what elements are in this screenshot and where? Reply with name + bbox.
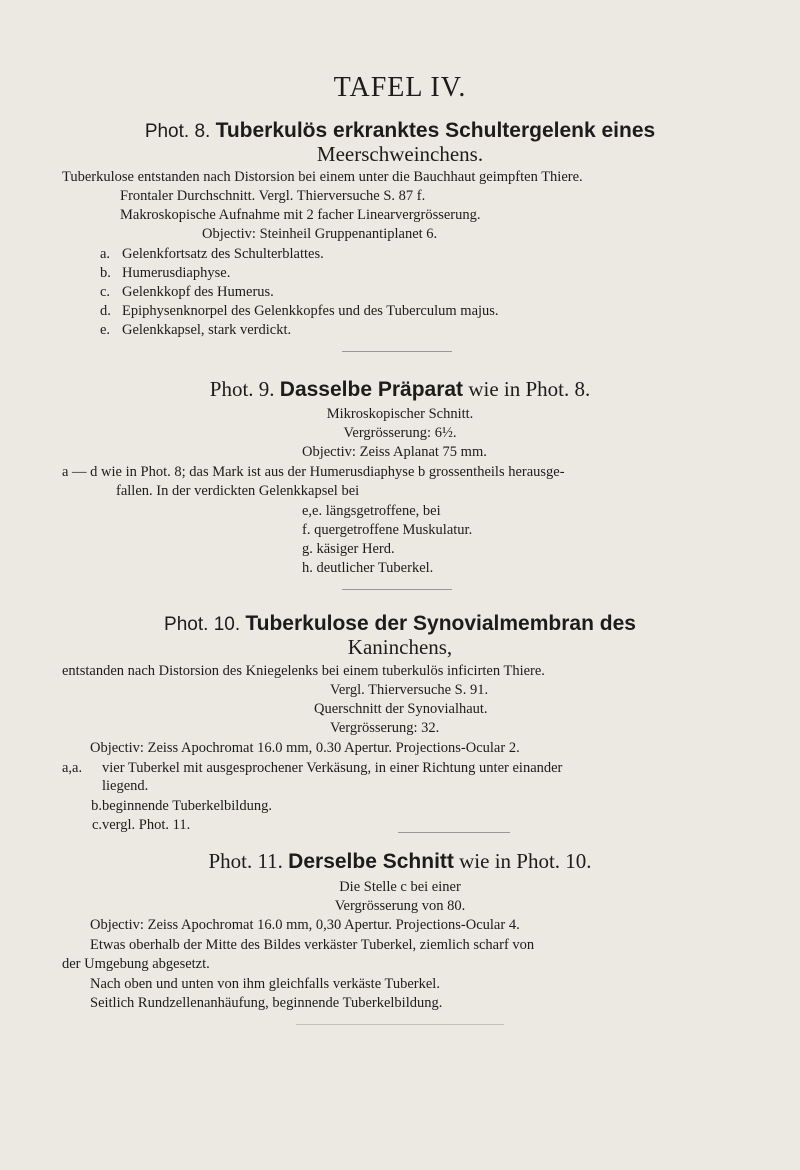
- phot-9-sub-3: g. käsiger Herd.: [302, 541, 395, 557]
- phot-10-line-2: Querschnitt der Synovialhaut.: [314, 701, 488, 717]
- phot-8-item-e: e. Gelenkkapsel, stark verdickt.: [100, 322, 292, 338]
- phot-9-sub-2: f. quergetroffene Muskulatur.: [302, 522, 473, 538]
- section-11-heading: [0, 848, 800, 875]
- phot-10-label: Phot. 10.: [164, 614, 241, 635]
- phot-8-line-3: Makroskopische Aufnahme mit 2 facher Linearvergrösserung.: [120, 207, 481, 223]
- phot-10-line-3: Vergrösserung: 32.: [330, 720, 440, 736]
- phot-11-title-rest: wie in Phot. 10.: [459, 849, 592, 873]
- phot-10-item-aa: a,a. vier Tuberkel mit ausgesprochener Verkäsung, in einer Richtung unter einander: [62, 760, 563, 776]
- phot-9-sub-1: e,e. längsgetroffene, bei: [302, 503, 441, 519]
- divider-1: [342, 351, 452, 352]
- phot-10-item-c: c.vergl. Phot. 11.: [91, 817, 191, 833]
- phot-11-para-line-2: der Umgebung abgesetzt.: [62, 956, 210, 972]
- phot-11-line-1: Die Stelle c bei einer: [339, 879, 461, 895]
- phot-8-item-d: d. Epiphysenknorpel des Gelenkkopfes und des Tuberculum majus.: [100, 303, 499, 319]
- phot-10-item-b: b.beginnende Tuberkelbildung.: [91, 798, 272, 814]
- phot-9-sub-4: h. deutlicher Tuberkel.: [302, 560, 434, 576]
- divider-2: [342, 589, 452, 590]
- phot-8-line-4: Objectiv: Steinheil Gruppenantiplanet 6.: [202, 226, 438, 242]
- phot-11-objectiv: Objectiv: Zeiss Apochromat 16.0 mm, 0,30 Apertur. Projections-Ocular 4.: [90, 917, 520, 933]
- phot-8-title-line1: Tuberkulös erkranktes Schultergelenk eines: [215, 119, 656, 142]
- phot-9-line-1: Mikroskopischer Schnitt.: [326, 406, 474, 422]
- phot-10-title-line2: Kaninchens,: [347, 635, 453, 659]
- phot-11-title-bold: Derselbe Schnitt: [288, 850, 454, 873]
- phot-10-objectiv: Objectiv: Zeiss Apochromat 16.0 mm, 0.30 Apertur. Projections-Ocular 2.: [90, 740, 520, 756]
- phot-11-para-line-4: Seitlich Rundzellenanhäufung, beginnende Tuberkelbildung.: [90, 995, 443, 1011]
- phot-8-line-1: Tuberkulose entstanden nach Distorsion bei einem unter die Bauchhaut geimpften Thiere.: [62, 169, 583, 185]
- phot-8-item-a: a. Gelenkfortsatz des Schulterblattes.: [100, 246, 324, 262]
- phot-9-title-rest: wie in Phot. 8.: [468, 377, 591, 401]
- phot-11-label: Phot. 11.: [208, 849, 283, 873]
- phot-11-para-line-1: Etwas oberhalb der Mitte des Bildes verkäster Tuberkel, ziemlich scharf von: [90, 937, 535, 953]
- phot-9-para-line-1: a — d wie in Phot. 8; das Mark ist aus der Humerusdiaphyse b grossentheils herausge-: [62, 464, 565, 480]
- phot-8-label: Phot. 8.: [144, 121, 211, 142]
- phot-9-line-3: Objectiv: Zeiss Aplanat 75 mm.: [302, 444, 487, 460]
- phot-8-line-2: Frontaler Durchschnitt. Vergl. Thierversuche S. 87 f.: [120, 188, 426, 204]
- phot-10-item-aa-cont: liegend.: [102, 778, 149, 794]
- phot-11-line-2: Vergrösserung von 80.: [334, 898, 466, 914]
- plate-title: TAFEL IV.: [333, 72, 467, 103]
- phot-8-item-b: b. Humerusdiaphyse.: [100, 265, 231, 281]
- phot-9-label: Phot. 9.: [209, 377, 275, 401]
- phot-10-para-line-1: entstanden nach Distorsion des Kniegelenks bei einem tuberkulös inficirten Thiere.: [62, 663, 545, 679]
- phot-8-item-c: c. Gelenkkopf des Humerus.: [100, 284, 274, 300]
- divider-4: [296, 1024, 504, 1025]
- section-9-heading: [0, 376, 800, 403]
- phot-10-line-1: Vergl. Thierversuche S. 91.: [330, 682, 489, 698]
- divider-3: [398, 832, 510, 833]
- phot-11-para-line-3: Nach oben und unten von ihm gleichfalls verkäste Tuberkel.: [90, 976, 440, 992]
- phot-10-title-line1: Tuberkulose der Synovialmembran des: [245, 612, 636, 635]
- phot-9-line-2: Vergrösserung: 6½.: [343, 425, 457, 441]
- phot-8-title-line2: Meerschweinchens.: [316, 142, 484, 166]
- phot-9-title-bold: Dasselbe Präparat: [279, 378, 464, 401]
- phot-9-para-line-2: fallen. In der verdickten Gelenkkapsel bei: [116, 483, 360, 499]
